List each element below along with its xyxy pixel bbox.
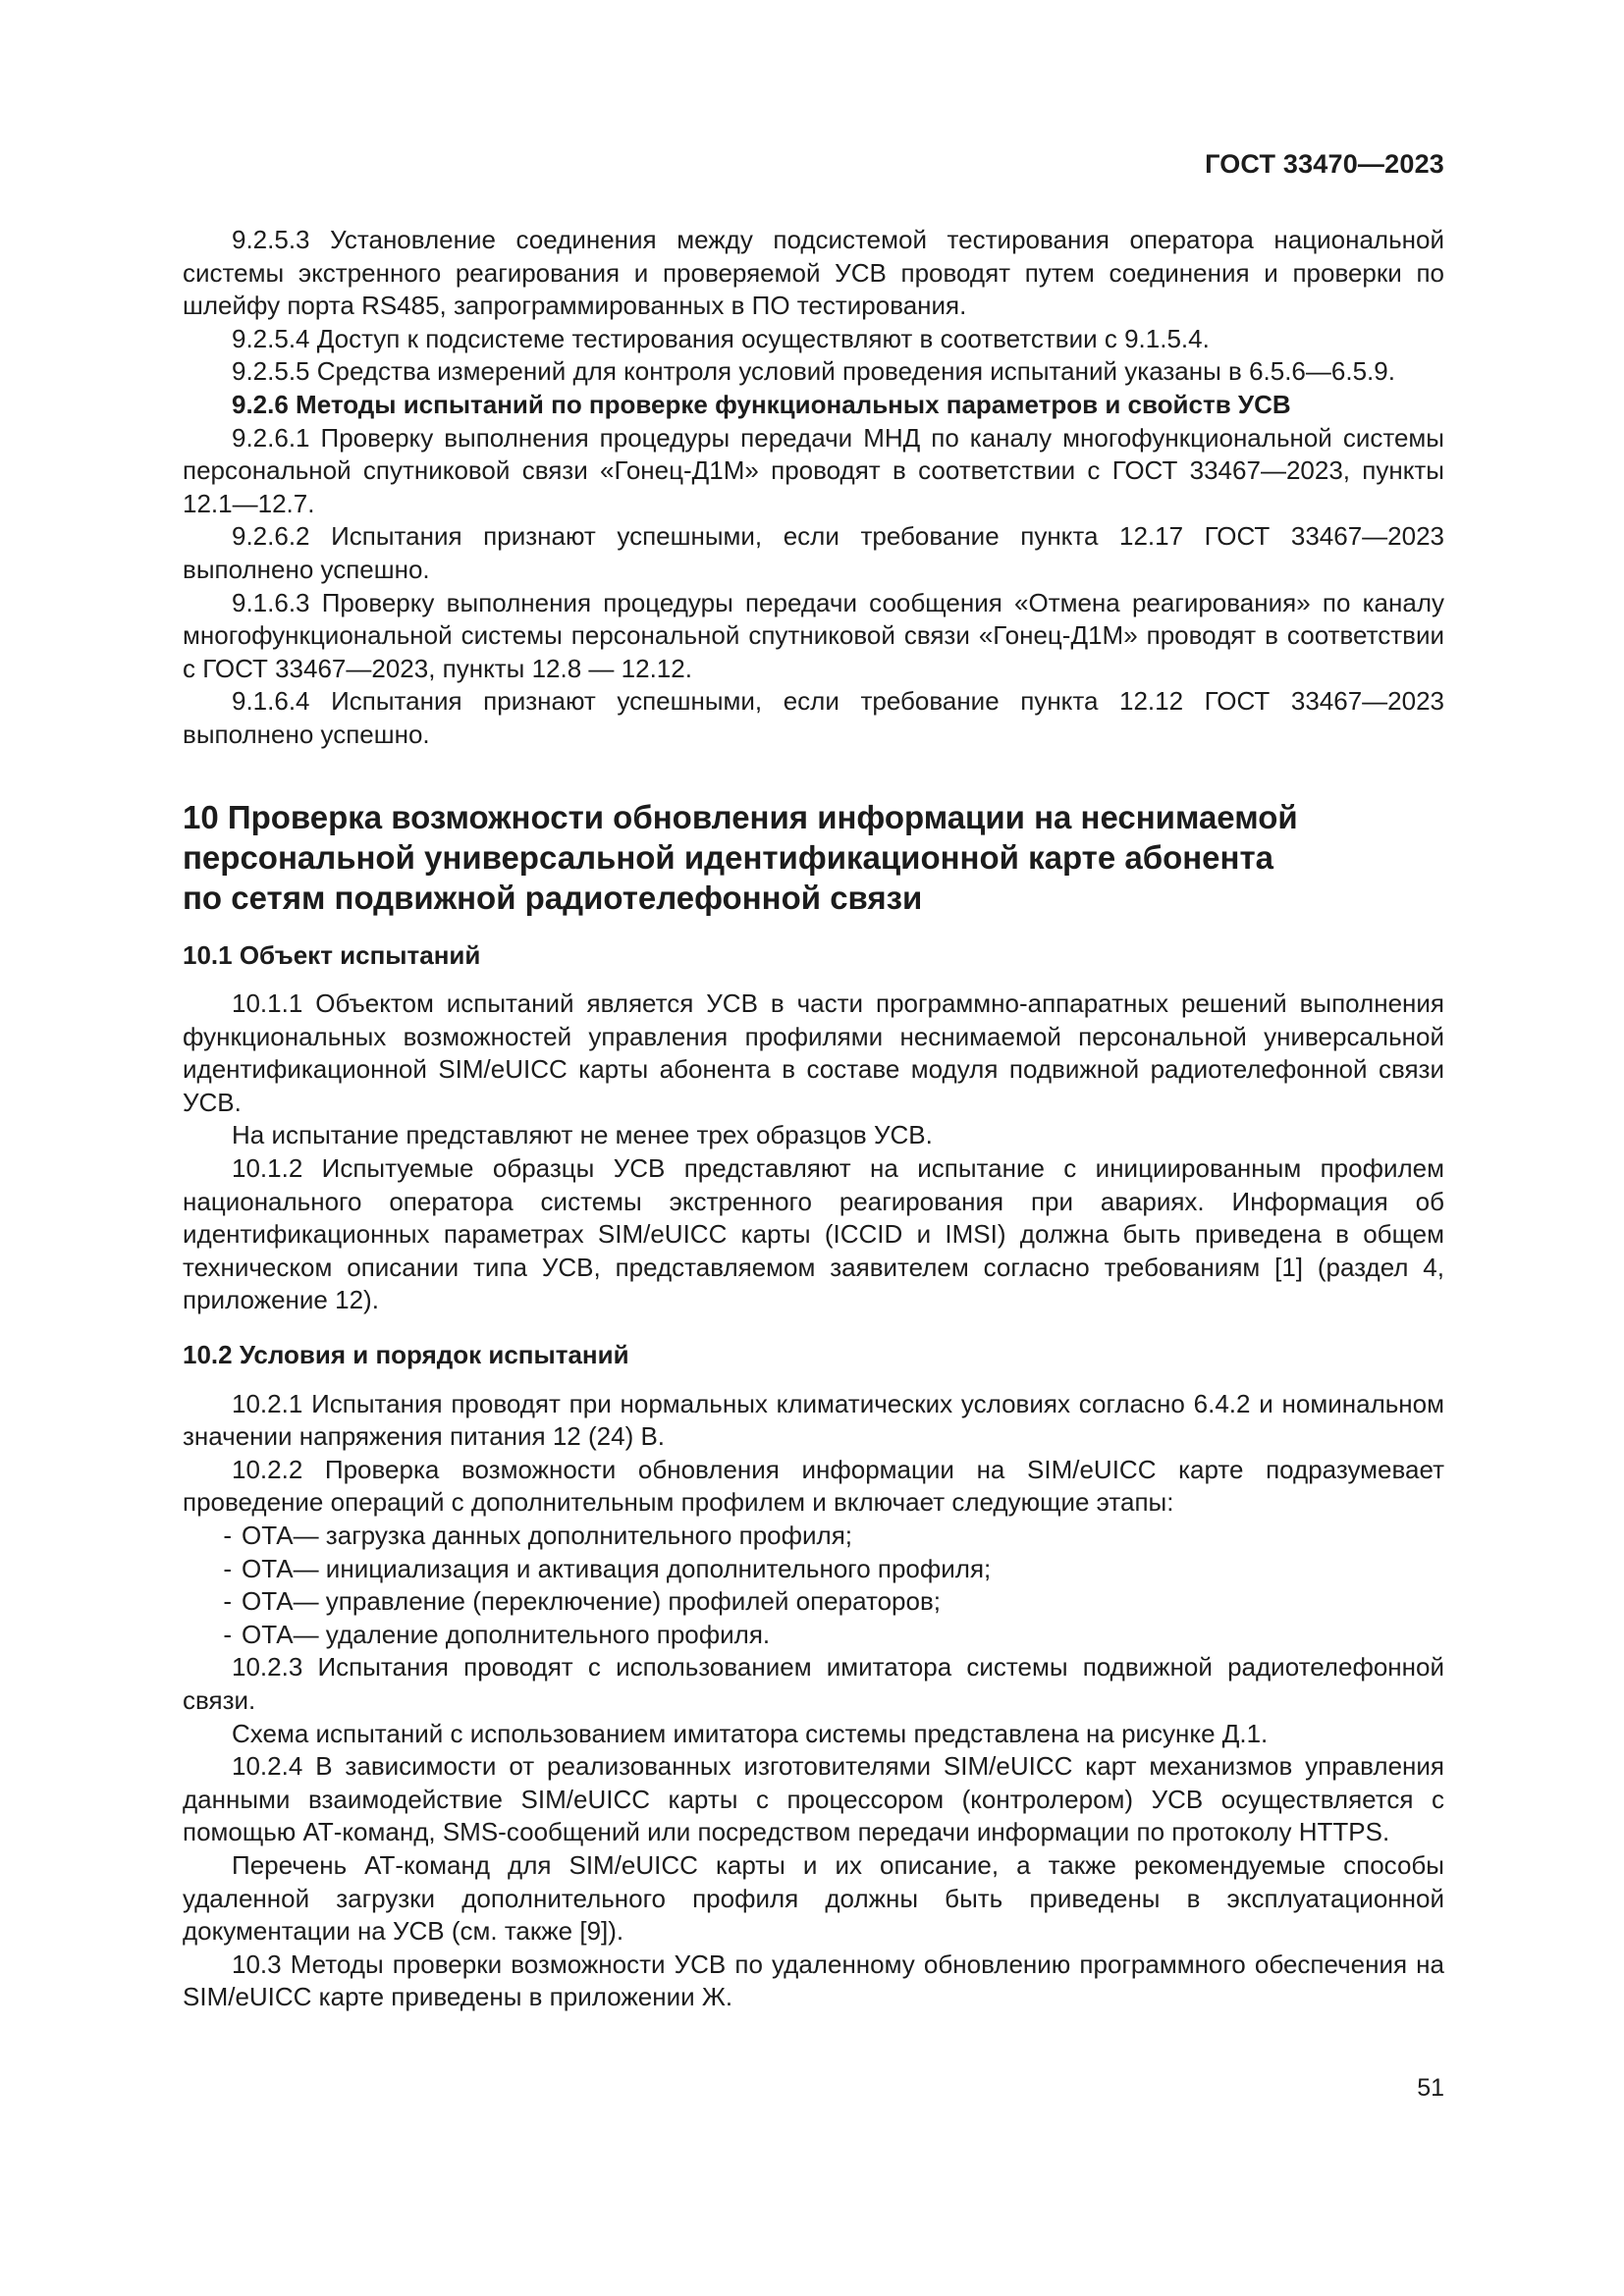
paragraph-10-2-4-b: Перечень АТ-команд для SIM/eUICC карты и их описание, а также рекомендуемые способы удаленной загрузки дополнительного профиля должны быть приведены в эксплуатационной документации на УСВ (см. также [9]).: [183, 1849, 1444, 1947]
section-10-title-line: по сетям подвижной радиотелефонной связи: [183, 879, 923, 916]
section-10-title: [183, 797, 1444, 918]
list-item: [183, 1520, 1444, 1553]
list-item-text: ОТА— удаление дополнительного профиля.: [242, 1619, 771, 1649]
list-bullet: -: [223, 1586, 232, 1617]
paragraph-9-2-6-1: 9.2.6.1 Проверку выполнения процедуры передачи МНД по каналу многофункциональной системы персональной спутниковой связи «Гонец-Д1М» проводят в соответствии с ГОСТ 33467—2023, пункты 12.1—12.7.: [183, 422, 1444, 518]
paragraph-10-2-3-b: Схема испытаний с использованием имитатора системы представлена на рисунке Д.1.: [232, 1718, 1269, 1748]
list-bullet: -: [223, 1553, 232, 1583]
document-body: [183, 224, 1444, 2014]
paragraph-10-2-2: 10.2.2 Проверка возможности обновления информации на SIM/eUICC карте подразумевает проведение операций с дополнительным профилем и включает следующие этапы:: [183, 1454, 1444, 1518]
ota-steps-list: [183, 1520, 1444, 1651]
document-header: ГОСТ 33470—2023: [1205, 149, 1444, 179]
list-item-text: ОТА— инициализация и активация дополнительного профиля;: [242, 1553, 992, 1583]
paragraph-9-2-6-2: 9.2.6.2 Испытания признают успешными, если требование пункта 12.17 ГОСТ 33467—2023 выполнено успешно.: [183, 521, 1444, 584]
list-bullet: -: [223, 1619, 232, 1649]
paragraph-9-1-6-3: 9.1.6.3 Проверку выполнения процедуры передачи сообщения «Отмена реагирования» по каналу многофункциональной системы персональной спутниковой связи «Гонец-Д1М» проводят в соответствии с ГОСТ 33467—2023, пункты 12.8 — 12.12.: [183, 587, 1444, 683]
heading-10-1: 10.1 Объект испытаний: [183, 939, 481, 970]
paragraph-10-1-1: 10.1.1 Объектом испытаний является УСВ в части программно-аппаратных решений выполнения функциональных возможностей управления профилями неснимаемой персональной универсальной идентификационной SIM/eUICC карты абонента в составе модуля подвижной радиотелефонной связи УСВ.: [183, 988, 1444, 1117]
list-item: [183, 1585, 1444, 1619]
heading-9-2-6: 9.2.6 Методы испытаний по проверке функциональных параметров и свойств УСВ: [232, 389, 1291, 419]
paragraph-10-2-3: 10.2.3 Испытания проводят с использованием имитатора системы подвижной радиотелефонной связи.: [183, 1652, 1444, 1715]
list-item-text: ОТА— загрузка данных дополнительного профиля;: [242, 1521, 853, 1550]
paragraph-10-1-1-b: На испытание представляют не менее трех образцов УСВ.: [232, 1120, 933, 1150]
paragraph-10-3: 10.3 Методы проверки возможности УСВ по удаленному обновлению программного обеспечения на SIM/eUICC карте приведены в приложении Ж.: [183, 1949, 1444, 2012]
paragraph-9-1-6-4: 9.1.6.4 Испытания признают успешными, если требование пункта 12.12 ГОСТ 33467—2023 выполнено успешно.: [183, 686, 1444, 749]
paragraph-10-1-2: 10.1.2 Испытуемые образцы УСВ представляют на испытание с инициированным профилем национального оператора системы экстренного реагирования при авариях. Информация об идентификационных параметрах SIM/eUICC карты (ICCID и IMSI) должна быть приведена в общем техническом описании типа УСВ, представляемом заявителем согласно требованиям [1] (раздел 4, приложение 12).: [183, 1153, 1444, 1315]
list-item: [183, 1553, 1444, 1586]
page-number: 51: [1417, 2074, 1444, 2102]
paragraph-9-2-5-3: 9.2.5.3 Установление соединения между подсистемой тестирования оператора национальной системы экстренного реагирования и проверяемой УСВ проводят путем соединения и проверки по шлейфу порта RS485, запрограммированных в ПО тестирования.: [183, 225, 1444, 321]
list-bullet: -: [223, 1521, 232, 1550]
list-item: [183, 1619, 1444, 1652]
paragraph-9-2-5-5: 9.2.5.5 Средства измерений для контроля условий проведения испытаний указаны в 6.5.6—6.5.9.: [232, 356, 1395, 387]
section-10-title-line: 10 Проверка возможности обновления информации на неснимаемой: [183, 798, 1298, 835]
heading-10-2: 10.2 Условия и порядок испытаний: [183, 1340, 629, 1370]
list-item-text: ОТА— управление (переключение) профилей операторов;: [242, 1586, 942, 1617]
section-10-title-line: персональной универсальной идентификационной карте абонента: [183, 838, 1273, 876]
paragraph-10-2-1: 10.2.1 Испытания проводят при нормальных климатических условиях согласно 6.4.2 и номинальном значении напряжения питания 12 (24) В.: [183, 1388, 1444, 1452]
paragraph-9-2-5-4: 9.2.5.4 Доступ к подсистеме тестирования осуществляют в соответствии с 9.1.5.4.: [232, 323, 1210, 353]
paragraph-10-2-4: 10.2.4 В зависимости от реализованных изготовителями SIM/eUICC карт механизмов управления данными взаимодействие SIM/eUICC карты с процессором (контролером) УСВ осуществляется с помощью АТ-команд, SMS-сообщений или посредством передачи информации по протоколу HTTPS.: [183, 1751, 1444, 1847]
